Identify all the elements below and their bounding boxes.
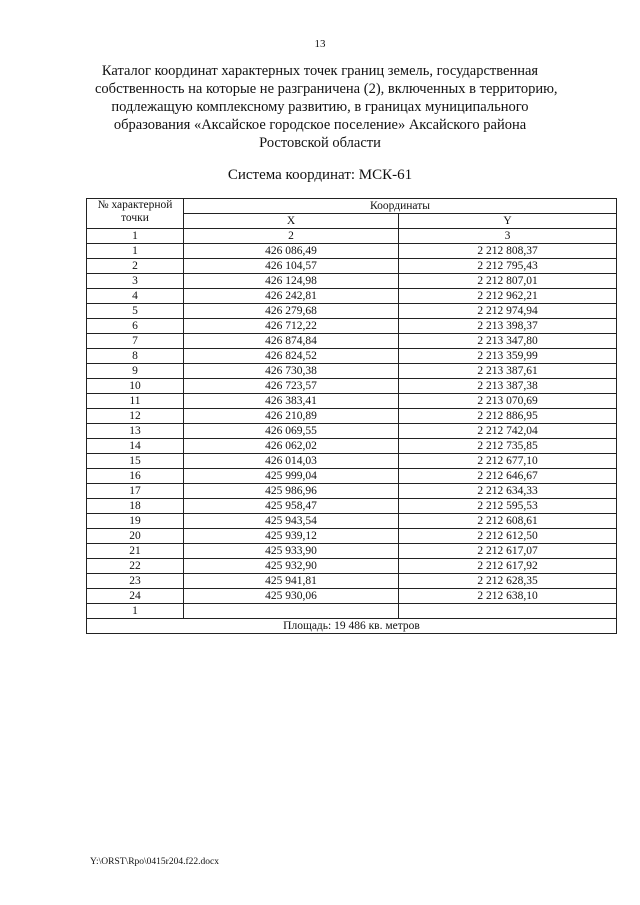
coordinates-table	[86, 198, 617, 634]
table-row	[87, 574, 617, 589]
table-row	[87, 469, 617, 484]
table-row	[87, 589, 617, 604]
x-coordinate-cell: 426 086,49	[184, 244, 399, 259]
x-coordinate-cell: 425 958,47	[184, 499, 399, 514]
table-row	[87, 484, 617, 499]
x-coordinate-cell: 425 930,06	[184, 589, 399, 604]
point-number-cell: 19	[87, 514, 184, 529]
y-coordinate-cell: 2 212 595,53	[399, 499, 617, 514]
x-coordinate-cell: 426 210,89	[184, 409, 399, 424]
page-number: 13	[314, 38, 326, 50]
y-coordinate-cell: 2 213 398,37	[399, 319, 617, 334]
x-coordinate-cell: 426 874,84	[184, 334, 399, 349]
y-coordinate-cell: 2 212 617,07	[399, 544, 617, 559]
point-number-cell: 20	[87, 529, 184, 544]
table-row	[87, 424, 617, 439]
table-row	[87, 499, 617, 514]
point-number-cell: 8	[87, 349, 184, 364]
point-number-cell: 21	[87, 544, 184, 559]
point-number-cell: 16	[87, 469, 184, 484]
y-coordinate-cell: 2 212 795,43	[399, 259, 617, 274]
x-coordinate-cell: 426 730,38	[184, 364, 399, 379]
point-number-cell: 15	[87, 454, 184, 469]
table-row	[87, 559, 617, 574]
y-coordinate-cell: 2 212 808,37	[399, 244, 617, 259]
document-title	[95, 62, 558, 152]
table-row	[87, 334, 617, 349]
point-number-cell: 1	[87, 244, 184, 259]
x-coordinate-cell: 426 279,68	[184, 304, 399, 319]
x-coordinate-cell: 425 941,81	[184, 574, 399, 589]
y-coordinate-cell: 2 212 628,35	[399, 574, 617, 589]
y-coordinate-cell: 2 212 807,01	[399, 274, 617, 289]
y-coordinate-cell: 2 212 612,50	[399, 529, 617, 544]
y-coordinate-cell: 2 213 387,61	[399, 364, 617, 379]
column-number: 3	[399, 229, 617, 244]
column-number: 2	[184, 229, 399, 244]
y-coordinate-cell: 2 213 070,69	[399, 394, 617, 409]
y-coordinate-cell	[399, 604, 617, 619]
y-coordinate-cell: 2 212 742,04	[399, 424, 617, 439]
x-coordinate-cell: 426 723,57	[184, 379, 399, 394]
point-number-cell: 13	[87, 424, 184, 439]
title-line: подлежащую комплексному развитию, в границах муниципального	[111, 99, 529, 115]
table-row	[87, 379, 617, 394]
table-row	[87, 394, 617, 409]
table-row	[87, 244, 617, 259]
y-coordinate-cell: 2 213 347,80	[399, 334, 617, 349]
point-number-cell: 6	[87, 319, 184, 334]
table-row	[87, 604, 617, 619]
x-coordinate-cell: 426 242,81	[184, 289, 399, 304]
table-row	[87, 319, 617, 334]
table-row	[87, 409, 617, 424]
title-line: Ростовской области	[259, 135, 381, 151]
y-coordinate-cell: 2 213 387,38	[399, 379, 617, 394]
column-number-row	[87, 229, 617, 244]
table-row	[87, 364, 617, 379]
point-number-cell: 12	[87, 409, 184, 424]
y-coordinate-cell: 2 212 735,85	[399, 439, 617, 454]
point-number-cell: 18	[87, 499, 184, 514]
table-row	[87, 259, 617, 274]
y-coordinate-cell: 2 212 646,67	[399, 469, 617, 484]
header-y: Y	[399, 214, 617, 229]
point-number-cell: 17	[87, 484, 184, 499]
header-x: X	[184, 214, 399, 229]
point-number-cell: 3	[87, 274, 184, 289]
table-row	[87, 454, 617, 469]
coordinate-system-label: Система координат: МСК-61	[227, 167, 413, 183]
y-coordinate-cell: 2 213 359,99	[399, 349, 617, 364]
x-coordinate-cell: 426 014,03	[184, 454, 399, 469]
table-row	[87, 289, 617, 304]
y-coordinate-cell: 2 212 617,92	[399, 559, 617, 574]
y-coordinate-cell: 2 212 638,10	[399, 589, 617, 604]
point-number-cell: 22	[87, 559, 184, 574]
x-coordinate-cell: 425 933,90	[184, 544, 399, 559]
column-number: 1	[87, 229, 184, 244]
point-number-cell: 24	[87, 589, 184, 604]
table-row	[87, 349, 617, 364]
x-coordinate-cell: 426 712,22	[184, 319, 399, 334]
point-number-cell: 11	[87, 394, 184, 409]
point-number-cell: 4	[87, 289, 184, 304]
point-number-cell: 5	[87, 304, 184, 319]
x-coordinate-cell: 426 824,52	[184, 349, 399, 364]
area-total: Площадь: 19 486 кв. метров	[87, 619, 617, 634]
y-coordinate-cell: 2 212 677,10	[399, 454, 617, 469]
x-coordinate-cell: 425 932,90	[184, 559, 399, 574]
title-line: образования «Аксайское городское поселение» Аксайского района	[113, 117, 527, 133]
point-number-cell: 2	[87, 259, 184, 274]
x-coordinate-cell: 425 939,12	[184, 529, 399, 544]
x-coordinate-cell: 425 986,96	[184, 484, 399, 499]
x-coordinate-cell: 425 999,04	[184, 469, 399, 484]
title-line: Каталог координат характерных точек границ земель, государственная	[101, 63, 539, 79]
point-number-cell: 9	[87, 364, 184, 379]
y-coordinate-cell: 2 212 886,95	[399, 409, 617, 424]
table-row	[87, 274, 617, 289]
title-line: собственность на которые не разграничена (2), включенных в территорию,	[95, 81, 558, 97]
point-number-cell: 7	[87, 334, 184, 349]
y-coordinate-cell: 2 212 962,21	[399, 289, 617, 304]
point-number-cell: 23	[87, 574, 184, 589]
y-coordinate-cell: 2 212 634,33	[399, 484, 617, 499]
x-coordinate-cell: 425 943,54	[184, 514, 399, 529]
table-row	[87, 544, 617, 559]
table-row	[87, 514, 617, 529]
table-row	[87, 529, 617, 544]
x-coordinate-cell: 426 104,57	[184, 259, 399, 274]
x-coordinate-cell	[184, 604, 399, 619]
point-number-cell: 1	[87, 604, 184, 619]
table-row	[87, 439, 617, 454]
file-path: Y:\ORST\Rpo\0415r204.f22.docx	[90, 857, 219, 867]
table-row	[87, 304, 617, 319]
point-number-cell: 14	[87, 439, 184, 454]
header-point-number: № характерной точки	[87, 199, 184, 229]
x-coordinate-cell: 426 124,98	[184, 274, 399, 289]
y-coordinate-cell: 2 212 608,61	[399, 514, 617, 529]
x-coordinate-cell: 426 062,02	[184, 439, 399, 454]
point-number-cell: 10	[87, 379, 184, 394]
y-coordinate-cell: 2 212 974,94	[399, 304, 617, 319]
x-coordinate-cell: 426 383,41	[184, 394, 399, 409]
header-coordinates: Координаты	[184, 199, 617, 214]
x-coordinate-cell: 426 069,55	[184, 424, 399, 439]
